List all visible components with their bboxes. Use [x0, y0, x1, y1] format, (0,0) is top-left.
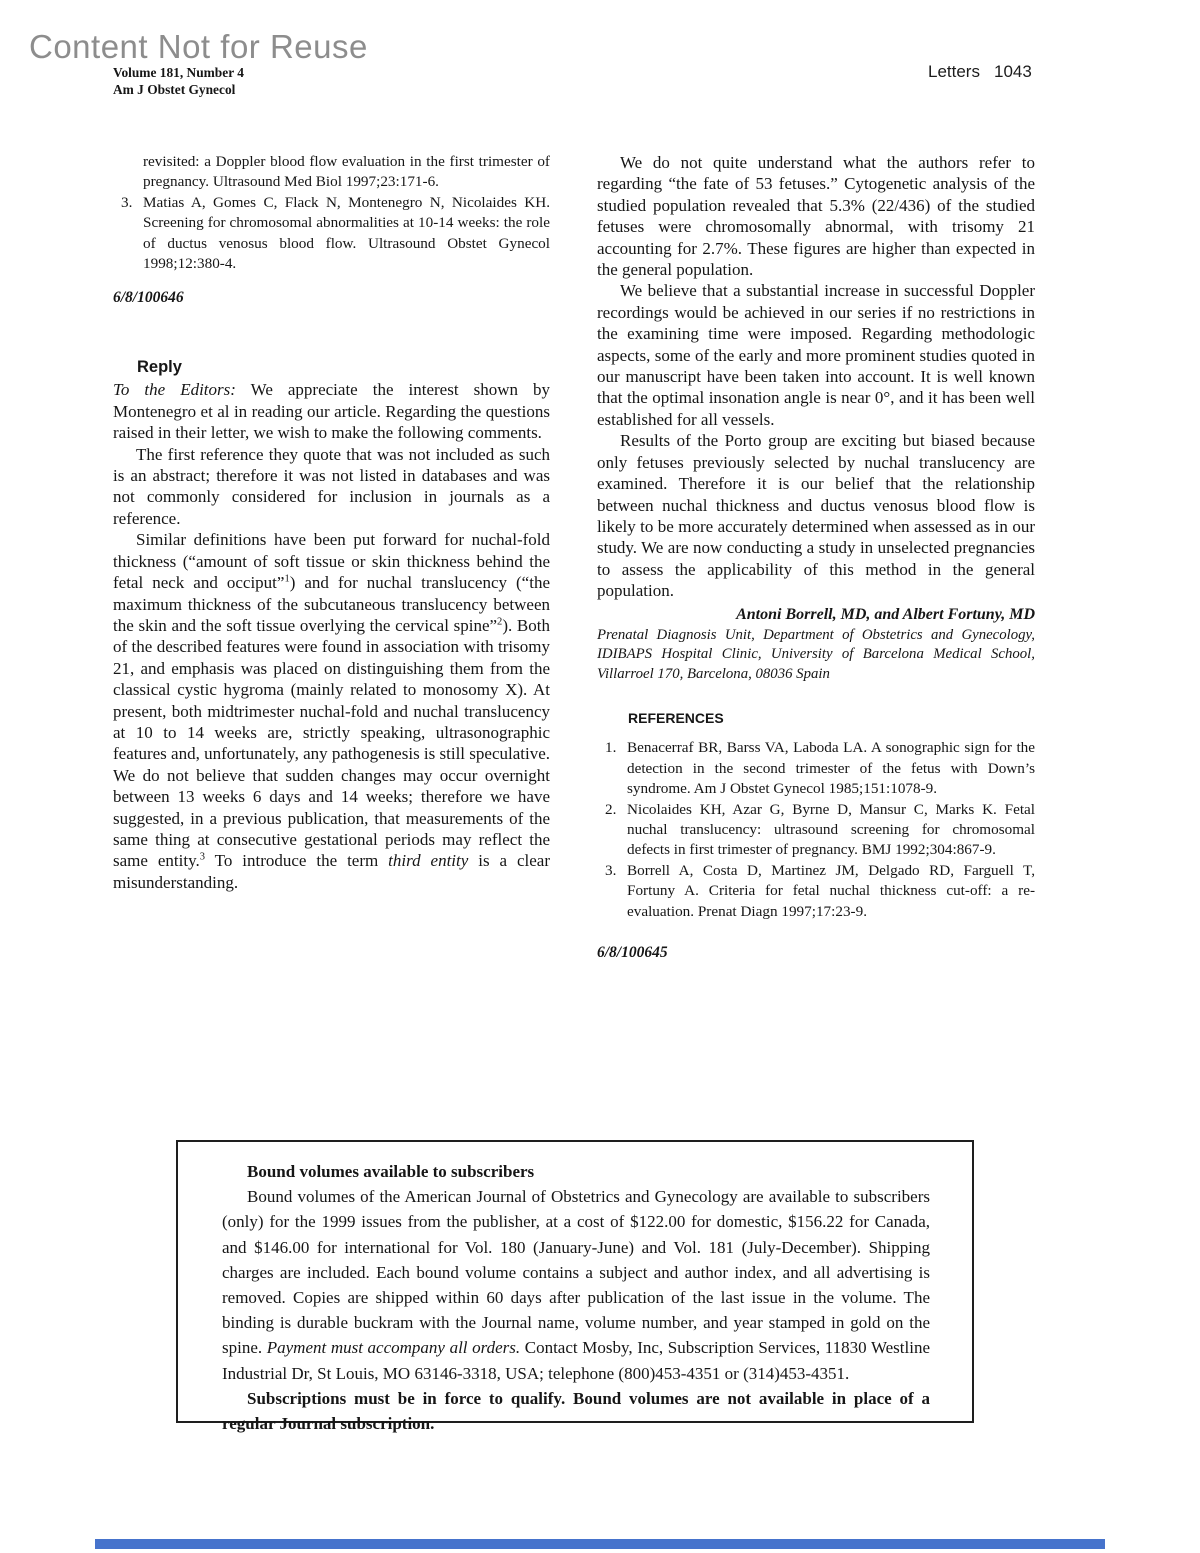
- notice-heading: Bound volumes available to subscribers: [247, 1162, 535, 1181]
- text-run: is a clear misunderstanding.: [113, 851, 550, 892]
- right-column: [597, 152, 1035, 962]
- reference-text: Borrell A, Costa D, Martinez JM, Delgado RD, Farguell T, Fortuny A. Criteria for fetal nuchal thickness cut-off: a re-evaluation. Prenat Diagn 1997;17:23-9.: [627, 861, 1035, 920]
- bottom-accent-bar: [95, 1539, 1105, 1549]
- reference-number: 1.: [605, 739, 617, 757]
- page-number: 1043: [993, 62, 1032, 81]
- reply-paragraph-3: [113, 529, 550, 893]
- reference-item: [597, 738, 1035, 799]
- reference-continuation: revisited: a Doppler blood flow evaluation in the first trimester of pregnancy. Ultrasound Med Biol 1997;23:171-6.: [143, 153, 550, 191]
- text-run: ). Both of the described features were found in association with trisomy 21, and emphasis was placed on distinguishing them from the classical cystic hygroma (mainly related to monosomy X). At present, both midtrimester nuchal-fold and nuchal translucency at 10 to 14 weeks are, strictly speaking, ultrasonographic features and, unfortunately, any pathogenesis is still speculative. We do not believe that sudden changes may occur overnight between 13 weeks 6 days and 14 weeks; therefore we have suggested, in a previous publication, that measurements of the same thing at consecutive gestational periods may reflect the same entity.: [113, 615, 550, 871]
- reference-number: 2.: [605, 800, 617, 818]
- running-head: [928, 62, 1032, 82]
- journal-issue-header: [113, 65, 244, 98]
- letter-paragraph-2: We believe that a substantial increase in successful Doppler recordings would be achieved in our series if no restrictions in the examining time were imposed. Regarding methodologic aspects, some of the early and more prominent studies quoted in our manuscript have been taken into account. It is well known that the optimal insonation angle is near 0°, and it has been well established for all vessels.: [597, 281, 1035, 429]
- citation-superscript: 2: [497, 616, 503, 628]
- journal-name-line: Am J Obstet Gynecol: [113, 81, 236, 97]
- left-column: [113, 152, 550, 893]
- reference-number: 3.: [121, 193, 133, 211]
- reference-text: Matias A, Gomes C, Flack N, Montenegro N, Nicolaides KH. Screening for chromosomal abnormalities at 10-14 weeks: the role of ductus venosus blood flow. Ultrasound Obstet Gynecol 1998;12:380-4.: [143, 193, 550, 273]
- reply-paragraph-2: The first reference they quote that was not included as such is an abstract; therefore it was not listed in databases and was not commonly considered for inclusion in journals as a reference.: [113, 444, 550, 528]
- reference-item: [113, 193, 550, 275]
- content-not-for-reuse-watermark: Content Not for Reuse: [29, 28, 368, 65]
- reply-paragraph-1: [113, 379, 550, 443]
- text-run: ) and for nuchal translucency (“the maximum thickness of the subcutaneous translucency between the skin and the soft tissue overlying the cervical spine”: [113, 573, 550, 635]
- text-run: Bound volumes of the American Journal of Obstetrics and Gynecology are available to subscribers (only) for the 1999 issues from the publisher, at a cost of $122.00 for domestic, $156.22 for Canada, and $146.00 for international for Vol. 180 (January-June) and Vol. 181 (July-December). Shipping charges are included. Each bound volume contains a subject and author index, and all advertising is removed. Copies are shipped within 60 days after publication of the last issue in the volume. The binding is durable buckram with the Journal name, volume number, and year stamped in gold on the spine.: [222, 1187, 930, 1358]
- payment-terms-emphasis: Payment must accompany all orders.: [266, 1338, 521, 1358]
- emphasized-term: third entity: [388, 851, 469, 871]
- salutation: To the Editors:: [113, 380, 236, 400]
- notice-footer: Subscriptions must be in force to qualify. Bound volumes are not available in place of a regular Journal subscription.: [222, 1388, 930, 1434]
- notice-body: [222, 1184, 930, 1386]
- reference-item: [597, 861, 1035, 922]
- letter-paragraph-3: Results of the Porto group are exciting but biased because only fetuses previously selected by nuchal translucency are examined. Therefore it is our belief that the relationship between nuchal thickness and ductus venosus blood flow is likely to be more accurately determined when assessed as in our study. We are now conducting a study in unselected pregnancies to assess the applicability of this method in the general population.: [597, 431, 1035, 601]
- text-run: Contact Mosby, Inc, Subscription Services, 11830 Westline Industrial Dr, St Louis, MO 63146-3318, USA; telephone (800)453-4351 or (314)453-4351.: [222, 1338, 930, 1383]
- citation-superscript: 1: [284, 573, 290, 585]
- citation-superscript: 3: [199, 851, 205, 863]
- reply-heading: Reply: [137, 358, 182, 377]
- reference-item: [597, 800, 1035, 861]
- text-run: To introduce the term: [205, 851, 389, 871]
- reference-text: Benacerraf BR, Barss VA, Laboda LA. A sonographic sign for the detection in the second trimester of the fetus with Down’s syndrome. Am J Obstet Gynecol 1985;151:1078-9.: [627, 739, 1035, 798]
- reference-number: 3.: [605, 861, 617, 879]
- manuscript-id: 6/8/100646: [113, 289, 184, 307]
- volume-line: Volume 181, Number 4: [113, 65, 244, 80]
- manuscript-id: 6/8/100645: [597, 943, 668, 961]
- author-signature: Antoni Borrell, MD, and Albert Fortuny, MD: [736, 605, 1035, 623]
- reference-text: Nicolaides KH, Azar G, Byrne D, Mansur C, Marks K. Fetal nuchal translucency: ultrasound screening for chromosomal defects in first trimester of pregnancy. BMJ 1992;304:867-9.: [627, 800, 1035, 859]
- letter-paragraph-1: We do not quite understand what the authors refer to regarding “the fate of 53 fetuses.” Cytogenetic analysis of the studied population revealed that 5.3% (22/436) of the studied fetuses were chromosomally abnormal, with trisomy 21 accounting for 2.7%. These figures are higher than expected in the general population.: [597, 153, 1035, 280]
- bound-volumes-notice-box: [176, 1140, 974, 1434]
- text-run: Similar definitions have been put forward for nuchal-fold thickness (“amount of soft tissue or skin thickness behind the fetal neck and occiput”: [113, 530, 550, 593]
- text-run: We appreciate the interest shown by Montenegro et al in reading our article. Regarding the questions raised in their letter, we wish to make the following comments.: [113, 380, 550, 443]
- section-label: Letters: [928, 62, 980, 81]
- author-affiliation: Prenatal Diagnosis Unit, Department of Obstetrics and Gynecology, IDIBAPS Hospital Clinic, University of Barcelona Medical School, Villarroel 170, Barcelona, 08036 Spain: [597, 626, 1035, 682]
- references-heading: REFERENCES: [628, 710, 724, 727]
